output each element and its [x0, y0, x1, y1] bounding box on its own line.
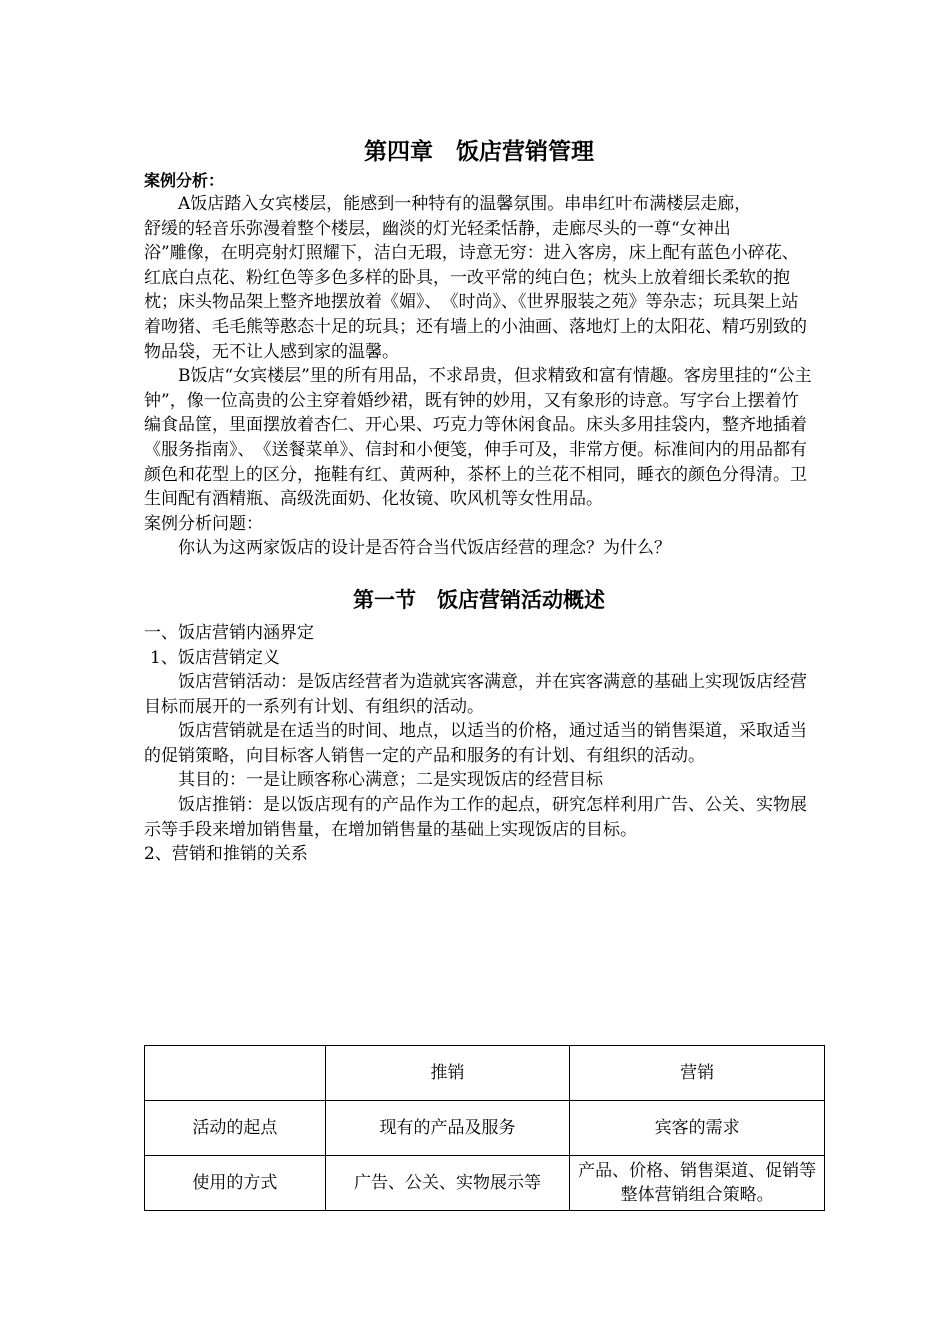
table-cell: 产品、价格、销售渠道、促销等整体营销组合策略。: [570, 1156, 825, 1211]
table-cell: 现有的产品及服务: [325, 1101, 570, 1156]
table-cell: 广告、公关、实物展示等: [325, 1156, 570, 1211]
table-cell: 使用的方式: [145, 1156, 326, 1211]
table-header-cell: 营销: [570, 1046, 825, 1101]
case-paragraph-a-line1: A饭店踏入女宾楼层，能感到一种特有的温馨氛围。串串红叶布满楼层走廊，: [178, 194, 752, 214]
case-heading: 案例分析：: [144, 171, 225, 190]
case-question: 你认为这两家饭店的设计是否符合当代饭店经营的理念？为什么？: [178, 538, 671, 559]
table-cell: 活动的起点: [145, 1101, 326, 1156]
table-row: [145, 1156, 825, 1211]
table-header-cell: 推销: [325, 1046, 570, 1101]
outline-level2-item-1: 1、饭店营销定义: [150, 647, 280, 668]
table-header-row: [145, 1046, 825, 1101]
outline-level1-item: 一、饭店营销内涵界定: [144, 622, 314, 643]
comparison-table: [144, 1045, 825, 1211]
case-paragraph-b: B饭店“女宾楼层”里的所有用品，不求昂贵，但求精致和富有情趣。客房里挂的“公主钟”，像一位高贵的公主穿着婚纱裙，既有钟的妙用，又有象形的诗意。写字台上摆着竹编食品筐，里面摆放着杏仁、开心果、巧克力等休闲食品。床头多用挂袋内，整齐地插着《服务指南》、 《送餐菜单》、信封和小便笺，伸手可及，非常方便。标准间内的用品都有颜色和花型上的区分，拖鞋有红、黄两种，茶杯上的兰花不相同，睡衣的颜色分得清。卫生间配有酒精瓶、高级洗面奶、化妆镜、吹风机等女性用品。: [144, 366, 812, 510]
case-question-heading: 案例分析问题：: [144, 513, 263, 534]
document-body: [144, 134, 814, 867]
case-paragraph-a-line2: 舒缓的轻音乐弥漫着整个楼层，幽淡的灯光轻柔恬静，走廊尽头的一尊“女神出: [144, 218, 731, 239]
table-row: [145, 1101, 825, 1156]
table-cell: 宾客的需求: [570, 1101, 825, 1156]
definition-paragraph-3: 其目的：一是让顾客称心满意；二是实现饭店的经营目标: [178, 770, 603, 791]
outline-level2-item-2: 2、营销和推销的关系: [144, 844, 308, 865]
chapter-title: 第四章 饭店营销管理: [364, 138, 594, 165]
definition-paragraph-4: 饭店推销：是以饭店现有的产品作为工作的起点，研究怎样利用广告、公关、实物展示等手段来增加销售量，在增加销售量的基础上实现饭店的目标。: [144, 795, 807, 840]
table-header-cell: [145, 1046, 326, 1101]
definition-paragraph-2: 饭店营销就是在适当的时间、地点，以适当的价格，通过适当的销售渠道，采取适当的促销策略，向目标客人销售一定的产品和服务的有计划、有组织的活动。: [144, 721, 807, 766]
case-paragraph-a-line3: 浴”雕像，在明亮射灯照耀下，洁白无瑕，诗意无穷：进入客房，床上配有蓝色小碎花、红底白点花、粉红色等多色多样的卧具，一改平常的纯白色；枕头上放着细长柔软的抱枕；床头物品架上整齐地摆放着《媚》、 《时尚》、《世界服装之苑》等杂志；玩具架上站着吻猪、毛毛熊等憨态十足的玩具；还有墙上的小油画、落地灯上的太阳花、精巧别致的物品袋，无不让人感到家的温馨。: [144, 243, 807, 362]
definition-paragraph-1: 饭店营销活动：是饭店经营者为造就宾客满意，并在宾客满意的基础上实现饭店经营目标而展开的一系列有计划、有组织的活动。: [144, 672, 807, 717]
section-title: 第一节 饭店营销活动概述: [353, 586, 605, 612]
